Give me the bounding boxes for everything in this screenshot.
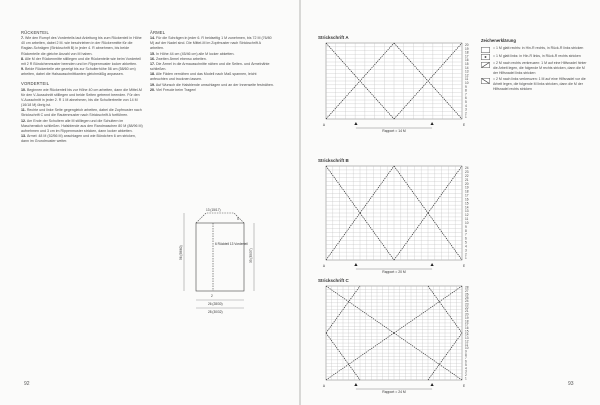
schematic-side: 33 (35/37) [249, 248, 253, 263]
row-label: 7 [465, 92, 467, 97]
row-label: 4 [465, 366, 467, 371]
legend-item [481, 77, 589, 92]
step-number: 20. [150, 87, 155, 92]
page-gutter [299, 0, 301, 405]
step-number: 15. [150, 51, 155, 56]
row-label: 21 [465, 177, 469, 182]
legend-item [481, 54, 589, 61]
repeat-marker [430, 122, 433, 125]
legend-text: = 2 M nach links verkreuzen: 1 M auf eine Hilfsnadel vor die Arbeit legen, die folgende M links stricken, dann die M der Hilfsnadel rechts stricken [493, 77, 586, 91]
row-label: 4 [465, 103, 467, 108]
row-label: 12 [465, 213, 469, 218]
instruction-step [150, 36, 274, 51]
schematic-neck-depth: 5 [237, 217, 239, 221]
step-text: Auf Wunsch die Halsblende umschlagen und an der Innenseite festnähen. [155, 82, 274, 87]
section-heading: RÜCKENTEIL [21, 30, 50, 35]
step-text: Rechte und linke Seite gegengleich arbeiten, dabei die Zopfmuster nach Strickschrift C und die Rautenmuster nach Strickschrift A fortführen. [21, 108, 142, 118]
step-number: 17. [150, 61, 155, 66]
row-label: 14 [465, 332, 469, 337]
row-label: 2 [465, 372, 467, 377]
row-label: 11 [465, 342, 469, 347]
schematic-bottom-width: 26 (28/30) [208, 302, 223, 306]
section-heading: VORDERTEIL [21, 81, 50, 87]
step-number: 12. [21, 118, 26, 123]
step-text: Alle M der Rückenmitte stilllegen und die Rückenteile wie beim Vorderteil mit 2 R Bündchenmuster beenden und im Rippenmuster locker abketten. [21, 56, 141, 66]
row-label: 18 [465, 319, 469, 324]
legend-item [481, 61, 589, 76]
legend-text: = 1 M glatt links: in Hin-R links, in Rück-R rechts stricken [493, 53, 581, 58]
row-label: 2 [465, 111, 467, 116]
repeat-label: Rapport = 14 M [382, 129, 406, 133]
step-number: 16. [150, 56, 155, 61]
step-text: Beide Rückenteile wie gezeigt bis zur Schulterhöhe 56 cm (58/60 cm) arbeiten, dabei die Halsausschnittkanten gleichmäßig anpassen. [21, 67, 136, 77]
row-label: 25 [465, 295, 469, 300]
row-label: 5 [465, 362, 467, 367]
row-label: 16 [465, 58, 469, 63]
row-label: 7 [465, 232, 467, 237]
text-column-2 [150, 30, 274, 93]
row-label: 19 [465, 185, 469, 190]
row-label: 10 [465, 81, 469, 86]
chart-a [318, 41, 473, 133]
text-column-1 [21, 30, 143, 144]
step-text: Wie den Rumpf des Vorderteils laut Anleitung bis zum Rückenteil in Höhe 40 cm arbeiten, dabei 2 M. wie beschrieben in der Rückenmitte für die Raglan-Schrägen (Strickschrift B) in jeder 4. R abnehmen, bis beide Rückenteile die gleiche Anzahl von M haben. [21, 36, 142, 56]
chart-c [318, 284, 473, 394]
row-label: 15 [465, 329, 469, 334]
row-label: 11 [465, 77, 469, 82]
slash-symbol-icon [481, 62, 490, 68]
row-label: 1 [465, 115, 467, 120]
step-number: 14. [150, 36, 155, 41]
row-label: 22 [465, 305, 469, 310]
instruction-step [150, 62, 274, 72]
step-number: 7. [21, 36, 24, 41]
row-label: 3 [465, 369, 467, 374]
instruction-step [150, 88, 274, 93]
row-label: 5 [465, 100, 467, 105]
row-label: 12 [465, 339, 469, 344]
row-label: 19 [465, 315, 469, 320]
row-label: 21 [465, 309, 469, 314]
row-label: 23 [465, 302, 469, 307]
instruction-step [21, 36, 143, 57]
instruction-step [21, 108, 143, 118]
step-text: Alle Fäden vernähen und das Modell nach Maß spannen, leicht anfeuchten und trocknen lassen. [150, 72, 257, 82]
step-text: Die Ärmel in die Armausschnitte nähen und die Seiten- und Ärmelnähte schließen. [150, 61, 270, 72]
dot-symbol-icon [481, 54, 490, 60]
start-marker: A [322, 264, 325, 268]
row-label: 15 [465, 201, 469, 206]
row-label: 20 [465, 181, 469, 186]
bslash-symbol-icon [481, 78, 490, 84]
step-text: Beginnen wie Rückenteil bis zur Höhe 40 cm arbeiten, dann die Mittel-M für den V-Ausschnitt stilllegen und beide Seiten getrennt beenden. Für den V-Ausschnitt in jeder 2. R 1 M abnehmen, bis die Schulterbreite von 14 M (16/18 M) übrig ist. [21, 87, 142, 108]
start-marker: A [322, 384, 325, 388]
start-marker: A [322, 123, 325, 127]
repeat-label: Rapport = 20 M [382, 270, 406, 274]
folio-left: 92 [24, 381, 30, 387]
step-number: 10. [21, 87, 26, 92]
row-label: 15 [465, 62, 469, 67]
folio-right: 93 [568, 381, 574, 387]
row-label: 17 [465, 322, 469, 327]
row-label: 6 [465, 359, 467, 364]
step-text: Ärmel: 48 M (52/56 M) anschlagen und wie Bündchen 6 cm stricken, dann im Grundmuster weiter. [21, 133, 136, 144]
row-label: 9 [465, 224, 467, 229]
chart-a-title: Strickschrift A [318, 35, 349, 40]
step-number: 19. [150, 82, 155, 87]
end-marker: E [463, 384, 466, 388]
repeat-marker [430, 383, 433, 386]
chart-b-title: Strickschrift B [318, 158, 349, 163]
repeat-marker [354, 263, 357, 266]
instruction-step [21, 88, 143, 109]
row-label: 2 [465, 252, 467, 257]
step-text: Für die Schrägen in jeder 6. R beidseitig 1 M zunehmen, bis 72 M (76/80 M) auf der Nadel sind. Die Mittel-M im Zopfmuster nach Strickschrift A arbeiten. [150, 36, 272, 51]
row-label: 23 [465, 170, 469, 175]
row-label: 24 [465, 166, 469, 171]
row-label: 20 [465, 43, 469, 48]
instruction-step [21, 57, 143, 67]
end-marker: E [463, 264, 466, 268]
schematic-top-width: 13 (15/17) [206, 208, 221, 212]
step-number: 13. [21, 133, 26, 138]
row-label: 22 [465, 173, 469, 178]
row-label: 13 [465, 336, 469, 341]
row-label: 11 [465, 217, 469, 222]
section-heading: ÄRMEL [150, 30, 166, 35]
row-label: 17 [465, 54, 469, 59]
row-label: 24 [465, 299, 469, 304]
step-text: Viel Freude beim Tragen! [156, 87, 197, 92]
schematic-center-line1: 6 Rückteil 13 Vorderteil [215, 242, 248, 246]
row-label: 8 [465, 228, 467, 233]
row-label: 27 [465, 289, 469, 294]
end-marker: E [463, 123, 466, 127]
chart-c-title: Strickschrift C [318, 278, 349, 283]
row-label: 7 [465, 356, 467, 361]
step-number: 11. [21, 108, 26, 113]
step-text: Zweiten Ärmel ebenso arbeiten. [156, 56, 207, 61]
row-label: 28 [465, 285, 469, 290]
repeat-marker [354, 383, 357, 386]
row-label: 16 [465, 197, 469, 202]
row-label: 3 [465, 107, 467, 112]
row-label: 19 [465, 46, 469, 51]
step-number: 8. [21, 56, 24, 61]
row-label: 12 [465, 73, 469, 78]
repeat-marker [354, 122, 357, 125]
step-text: In Höhe 44 cm (45/46 cm) alle M locker abketten. [156, 51, 235, 56]
row-label: 13 [465, 209, 469, 214]
row-label: 6 [465, 236, 467, 241]
instruction-step [21, 67, 143, 77]
row-label: 17 [465, 193, 469, 198]
row-label: 9 [465, 349, 467, 354]
row-label: 16 [465, 325, 469, 330]
row-label: 10 [465, 346, 469, 351]
row-label: 4 [465, 244, 467, 249]
repeat-label: Rapport = 24 M [382, 390, 406, 394]
legend-item [481, 46, 589, 53]
row-label: 5 [465, 240, 467, 245]
schematic-bottom-inner: 2 [211, 294, 213, 298]
row-label: 20 [465, 312, 469, 317]
row-label: 26 [465, 292, 469, 297]
legend-title: Zeichenerklärung [481, 38, 516, 43]
row-label: 6 [465, 96, 467, 101]
legend-text: = 1 M glatt rechts: in Hin-R rechts, in Rück-R links stricken [493, 46, 584, 50]
schematic-drawing [178, 205, 278, 315]
row-label: 3 [465, 248, 467, 253]
row-label: 18 [465, 189, 469, 194]
step-text: Am Ende der Schultern alle M stilllegen und die Schultern im Maschenstich schließen. Halsblende aus den Randmaschen 80 M (88/96 M) aufnehmen und 3 cm im Rippenmuster stricken, dann locker abketten. [21, 118, 143, 133]
chart-b [318, 164, 473, 274]
empty-symbol-icon [481, 47, 490, 53]
step-number: 9. [21, 67, 24, 72]
instruction-step [21, 119, 143, 134]
instruction-step [150, 72, 274, 82]
repeat-marker [430, 263, 433, 266]
schematic-length: 56 (58/60) [179, 245, 183, 260]
row-label: 8 [465, 352, 467, 357]
instruction-step [21, 134, 143, 144]
row-label: 1 [465, 376, 467, 381]
schematic-bottom-total: 28 (30/32) [208, 310, 223, 314]
row-label: 9 [465, 84, 467, 89]
legend [481, 38, 589, 93]
row-label: 13 [465, 69, 469, 74]
row-label: 10 [465, 220, 469, 225]
legend-text: = 2 M nach rechts verkreuzen: 1 M auf eine Hilfsnadel hinter die Arbeit legen, die folgende M rechts stricken, dann die M der Hilfsnadel links stricken [493, 61, 587, 75]
row-label: 14 [465, 205, 469, 210]
row-label: 18 [465, 50, 469, 55]
row-label: 8 [465, 88, 467, 93]
row-label: 14 [465, 65, 469, 70]
row-label: 1 [465, 256, 467, 261]
step-number: 18. [150, 72, 155, 77]
